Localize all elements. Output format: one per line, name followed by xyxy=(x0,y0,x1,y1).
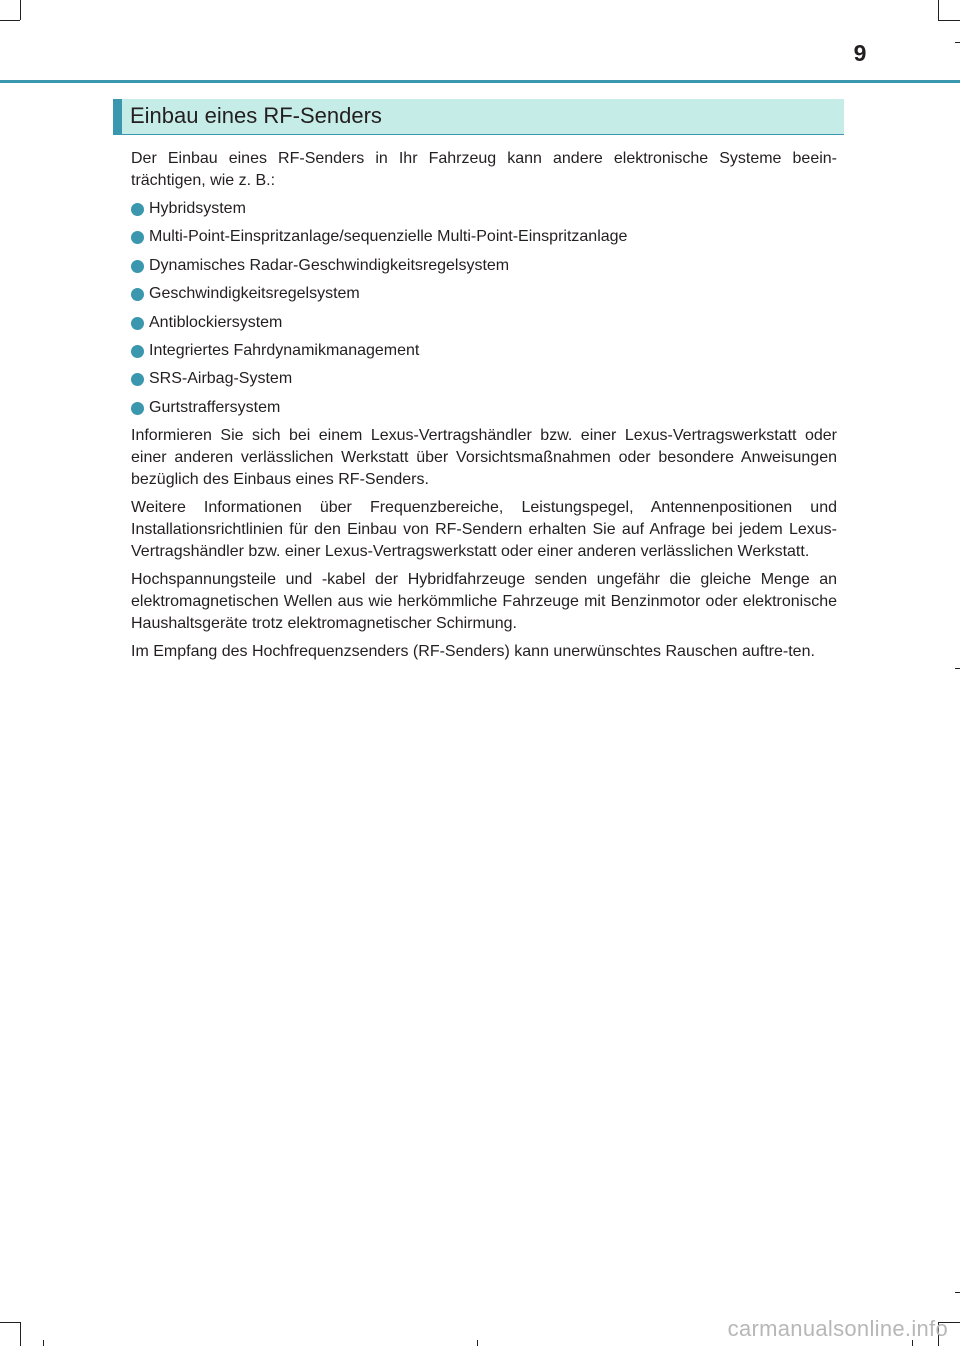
list-item xyxy=(131,340,837,362)
bullet-icon xyxy=(131,260,144,273)
bullet-icon xyxy=(131,373,144,386)
crop-mark xyxy=(20,0,21,20)
section-body xyxy=(131,148,837,669)
bullet-icon xyxy=(131,345,144,358)
bullet-icon xyxy=(131,317,144,330)
page-number: 9 xyxy=(853,40,867,66)
list-item-text: Hybridsystem xyxy=(149,200,246,217)
list-item xyxy=(131,283,837,305)
crop-mark xyxy=(938,0,939,20)
crop-mark xyxy=(0,20,20,21)
crop-mark xyxy=(938,20,960,21)
list-item-text: Multi-Point-Einspritzanlage/sequenzielle Multi-Point-Einspritzanlage xyxy=(149,228,628,246)
list-item-text: Geschwindigkeitsregelsystem xyxy=(149,285,360,303)
bullet-icon xyxy=(131,203,144,216)
crop-mark xyxy=(477,1340,478,1346)
list-item-text: Integriertes Fahrdynamikmanagement xyxy=(149,341,420,359)
crop-mark xyxy=(20,1322,21,1346)
section-title: Einbau eines RF-Senders xyxy=(130,103,382,128)
list-item-text: Gurtstraffersystem xyxy=(149,398,281,416)
list-item xyxy=(131,226,837,248)
list-item-text: Dynamisches Radar-Geschwindigkeitsregelsystem xyxy=(149,256,510,274)
bullet-icon xyxy=(131,231,144,244)
crop-mark xyxy=(955,42,960,43)
body-paragraph: Im Empfang des Hochfrequenzsenders (RF-Senders) kann unerwünschtes Rauschen auftre-ten. xyxy=(131,643,815,661)
list-item xyxy=(131,368,837,390)
body-paragraph: Informieren Sie sich bei einem Lexus-Vertragshändler bzw. einer Lexus-Vertragswerkstatt oder einer anderen verlässlichen Werkstatt über Vorsichtsmaßnahmen oder besondere Anweisungen bezüglich des Einbaus eines RF-Senders. xyxy=(131,427,837,489)
crop-mark xyxy=(955,1292,960,1293)
intro-paragraph: Der Einbau eines RF-Senders in Ihr Fahrzeug kann andere elektronische Systeme beein-trächtigen, wie z. B.: xyxy=(131,150,837,189)
list-item xyxy=(131,397,837,419)
crop-mark xyxy=(955,668,960,669)
crop-mark xyxy=(0,1322,20,1323)
affected-systems-list xyxy=(131,198,837,419)
section-header xyxy=(113,99,844,135)
bullet-icon xyxy=(131,402,144,415)
watermark: carmanualsonline.info xyxy=(727,1316,948,1341)
crop-mark xyxy=(43,1340,44,1346)
list-item-text: Antiblockiersystem xyxy=(149,313,283,331)
list-item xyxy=(131,198,837,220)
list-item xyxy=(131,312,837,334)
body-paragraph: Hochspannungsteile und -kabel der Hybridfahrzeuge senden ungefähr die gleiche Menge an elektromagnetischen Wellen aus wie herkömmliche Fahrzeuge mit Benzinmotor oder elektronische Haushaltsgeräte trotz elektromagnetischer Schirmung. xyxy=(131,571,837,633)
bullet-icon xyxy=(131,288,144,301)
list-item xyxy=(131,255,837,277)
header-rule xyxy=(0,80,960,83)
body-paragraph: Weitere Informationen über Frequenzbereiche, Leistungspegel, Antennenpositionen und Installationsrichtlinien für den Einbau von RF-Sendern erhalten Sie auf Anfrage bei jedem Lexus-Vertragshändler bzw. einer Lexus-Vertragswerkstatt oder einer anderen verlässlichen Werkstatt. xyxy=(131,499,837,561)
section-header-accent xyxy=(113,99,122,134)
list-item-text: SRS-Airbag-System xyxy=(149,370,293,388)
